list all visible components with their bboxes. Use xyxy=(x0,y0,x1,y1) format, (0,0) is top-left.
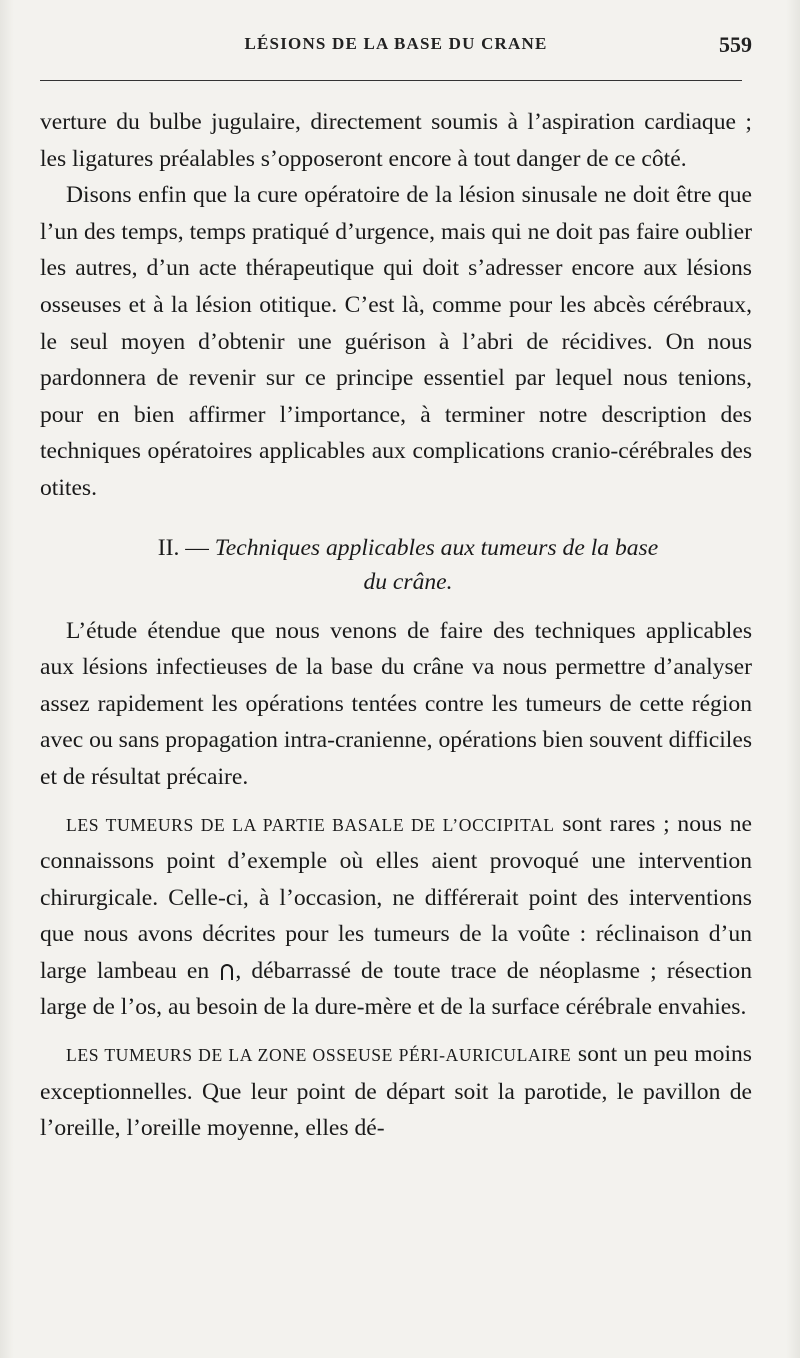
paragraph-periauriculaire xyxy=(40,1036,752,1147)
paragraph-etude: L’étude étendue que nous venons de faire des techniques applicables aux lésions infectieuses de la base du crâne va nous permettre d’analyser assez rapidement les opérations tentées contre les tumeurs de cette région avec ou sans propagation intra-cranienne, opérations bien souvent difficiles et de résultat précaire. xyxy=(40,617,752,790)
section-title-line1: Techniques applicables aux tumeurs de la base xyxy=(214,534,659,561)
inverted-u-flap-icon xyxy=(221,964,233,980)
section-number: II. — xyxy=(157,534,209,561)
periauriculaire-text: sont un peu moins exceptionnelles. Que leur point de départ soit la parotide, le pavillon de l’oreille, l’oreille moyenne, elles dé- xyxy=(40,1041,752,1142)
periauriculaire-lead: LES TUMEURS DE LA ZONE OSSEUSE PÉRI-AURICULAIRE xyxy=(66,1045,572,1066)
section-title-line2: du crâne. xyxy=(363,568,453,595)
occipital-text-b: , débarrassé de toute trace de néoplasme ; résection large de l’os, au besoin de la dure-mère et de la surface cérébrale envahies. xyxy=(40,957,752,1021)
header-rule xyxy=(40,80,742,81)
occipital-lead: LES TUMEURS DE LA PARTIE BASALE DE L’OCCIPITAL xyxy=(66,814,555,835)
occipital-text-a: sont rares ; nous ne connaissons point d’exemple où elles aient provoqué une intervention chirurgicale. Celle-ci, à l’occasion, ne différerait point des interventions que nous avons décrites pour les tumeurs de la voûte : réclinaison d’un large lambeau en xyxy=(40,810,753,984)
paragraph-disons: Disons enfin que la cure opératoire de la lésion sinusale ne doit être que l’un des temps, temps pratiqué d’urgence, mais qui ne doit pas faire oublier les autres, d’un acte thérapeutique qui doit s’adresser encore aux lésions osseuses et à la lésion otitique. C’est là, comme pour les abcès cérébraux, le seul moyen d’obtenir une guérison à l’abri de récidives. On nous pardonnera de revenir sur ce principe essentiel par lequel nous tenions, pour en bien affirmer l’importance, à terminer notre description des techniques opératoires applicables aux complications cranio-cérébrales des otites. xyxy=(40,182,752,501)
running-head xyxy=(40,32,752,60)
body-text xyxy=(40,104,752,1147)
section-heading xyxy=(40,531,752,599)
paragraph-occipital xyxy=(40,806,752,1027)
running-title: LÉSIONS DE LA BASE DU CRANE xyxy=(244,34,548,53)
paragraph-continuation: verture du bulbe jugulaire, directement soumis à l’aspiration cardiaque ; les ligatures préalables s’opposeront encore à tout danger de ce côté. xyxy=(40,109,752,172)
page-number: 559 xyxy=(719,32,752,57)
